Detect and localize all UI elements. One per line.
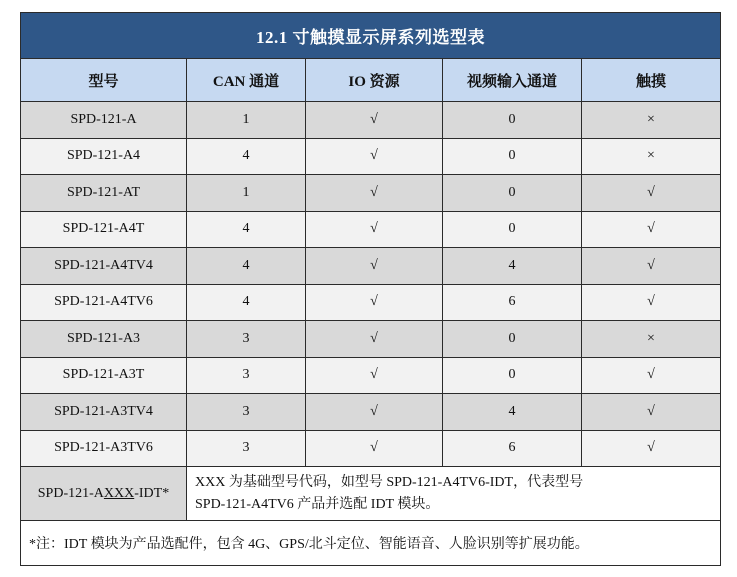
cell-touch: √ bbox=[582, 248, 721, 285]
cell-can: 1 bbox=[187, 175, 306, 212]
cell-can: 4 bbox=[187, 248, 306, 285]
cell-io: √ bbox=[306, 430, 443, 467]
cell-model: SPD-121-A3T bbox=[21, 357, 187, 394]
table-row bbox=[21, 211, 721, 248]
header-model: 型号 bbox=[21, 59, 187, 102]
cell-video: 0 bbox=[443, 102, 582, 139]
cell-can: 3 bbox=[187, 321, 306, 358]
cell-touch: √ bbox=[582, 211, 721, 248]
cell-model: SPD-121-A4 bbox=[21, 138, 187, 175]
header-video: 视频输入通道 bbox=[443, 59, 582, 102]
description-line-2: SPD-121-A4TV6 产品并选配 IDT 模块。 bbox=[195, 496, 440, 512]
cell-can: 3 bbox=[187, 430, 306, 467]
table-row bbox=[21, 138, 721, 175]
cell-touch: × bbox=[582, 321, 721, 358]
model-code-row bbox=[21, 467, 721, 521]
cell-model: SPD-121-A3TV4 bbox=[21, 394, 187, 431]
model-code-prefix: SPD-121-A bbox=[37, 485, 104, 501]
cell-io: √ bbox=[306, 357, 443, 394]
cell-can: 1 bbox=[187, 102, 306, 139]
cell-can: 4 bbox=[187, 284, 306, 321]
model-code-description bbox=[187, 467, 721, 521]
model-code-placeholder: XXX bbox=[103, 485, 135, 501]
description-line-1: XXX 为基础型号代码，如型号 SPD-121-A4TV6-IDT，代表型号 bbox=[195, 474, 584, 490]
cell-model: SPD-121-A4T bbox=[21, 211, 187, 248]
cell-video: 4 bbox=[443, 394, 582, 431]
cell-video: 0 bbox=[443, 211, 582, 248]
table-row bbox=[21, 284, 721, 321]
cell-video: 0 bbox=[443, 321, 582, 358]
cell-touch: √ bbox=[582, 430, 721, 467]
cell-io: √ bbox=[306, 138, 443, 175]
cell-model: SPD-121-A4TV6 bbox=[21, 284, 187, 321]
cell-io: √ bbox=[306, 321, 443, 358]
model-code-cell bbox=[21, 467, 187, 521]
table-row bbox=[21, 357, 721, 394]
cell-video: 6 bbox=[443, 430, 582, 467]
cell-touch: √ bbox=[582, 284, 721, 321]
header-can: CAN 通道 bbox=[187, 59, 306, 102]
cell-touch: √ bbox=[582, 394, 721, 431]
cell-io: √ bbox=[306, 211, 443, 248]
header-row bbox=[21, 59, 721, 102]
note-row bbox=[21, 521, 721, 566]
selection-table bbox=[20, 12, 721, 566]
header-touch: 触摸 bbox=[582, 59, 721, 102]
cell-touch: √ bbox=[582, 175, 721, 212]
cell-model: SPD-121-A3 bbox=[21, 321, 187, 358]
cell-touch: × bbox=[582, 138, 721, 175]
cell-can: 4 bbox=[187, 138, 306, 175]
cell-video: 0 bbox=[443, 357, 582, 394]
cell-touch: √ bbox=[582, 357, 721, 394]
cell-io: √ bbox=[306, 175, 443, 212]
cell-video: 4 bbox=[443, 248, 582, 285]
cell-model: SPD-121-A4TV4 bbox=[21, 248, 187, 285]
cell-can: 4 bbox=[187, 211, 306, 248]
cell-io: √ bbox=[306, 102, 443, 139]
model-code-suffix: -IDT* bbox=[134, 485, 170, 501]
cell-model: SPD-121-A3TV6 bbox=[21, 430, 187, 467]
cell-touch: × bbox=[582, 102, 721, 139]
cell-video: 0 bbox=[443, 138, 582, 175]
cell-io: √ bbox=[306, 284, 443, 321]
table-row bbox=[21, 175, 721, 212]
table-row bbox=[21, 102, 721, 139]
cell-io: √ bbox=[306, 394, 443, 431]
header-io: IO 资源 bbox=[306, 59, 443, 102]
selection-table-container bbox=[20, 12, 720, 566]
cell-can: 3 bbox=[187, 394, 306, 431]
cell-io: √ bbox=[306, 248, 443, 285]
table-row bbox=[21, 248, 721, 285]
table-row bbox=[21, 430, 721, 467]
cell-video: 0 bbox=[443, 175, 582, 212]
table-row bbox=[21, 321, 721, 358]
cell-can: 3 bbox=[187, 357, 306, 394]
table-title: 12.1 寸触摸显示屏系列选型表 bbox=[21, 13, 721, 59]
cell-model: SPD-121-AT bbox=[21, 175, 187, 212]
table-row bbox=[21, 394, 721, 431]
cell-model: SPD-121-A bbox=[21, 102, 187, 139]
cell-video: 6 bbox=[443, 284, 582, 321]
footnote: *注：IDT 模块为产品选配件，包含 4G、GPS/北斗定位、智能语音、人脸识别等扩展功能。 bbox=[21, 521, 721, 566]
